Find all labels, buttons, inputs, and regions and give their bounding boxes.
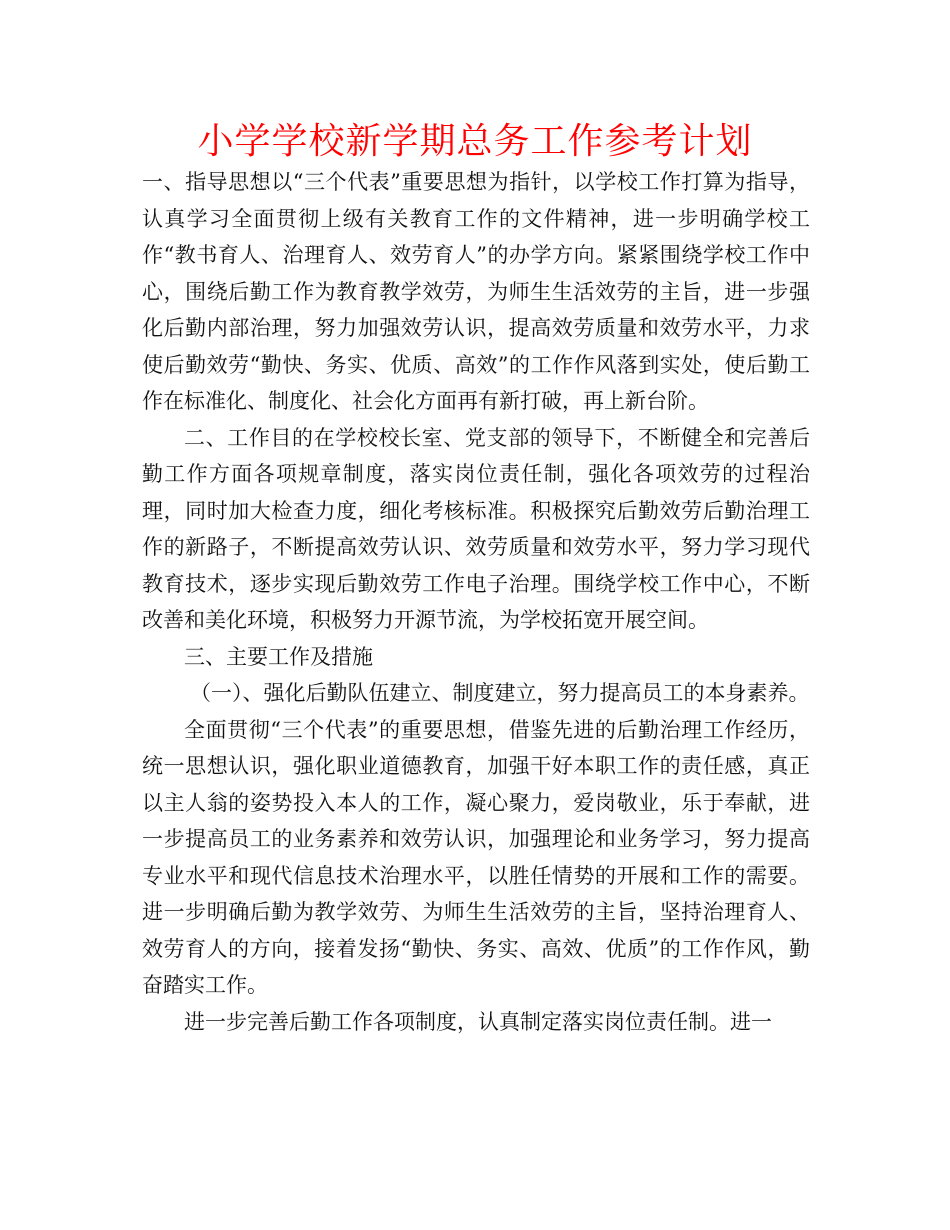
section-heading-main-work: 三、主要工作及措施 [184, 644, 373, 669]
subsection-heading-team-building: （一）、强化后勤队伍建立、制度建立，努力提高员工的本身素养。 [190, 681, 810, 705]
paragraph-team-quality: 全面贯彻“三个代表”的重要思想，借鉴先进的后勤治理工作经历，统一思想认识，强化职业道德教育，加强干好本职工作的责任感，真正以主人翁的姿势投入本人的工作，凝心聚力，爱岗敬业，乐于奉献，进一步提高员工的业务素养和效劳认识，加强理论和业务学习，努力提高专业水平和现代信息技术治理水平，以胜任情势的开展和工作的需要。进一步明确后勤为教学效劳、为师生生活效劳的主旨，坚持治理育人、效劳育人的方向，接着发扬“勤快、务实、高效、优质”的工作作风，勤奋踏实工作。 [142, 717, 810, 997]
document-body [142, 164, 810, 1040]
paragraph-system-improvement: 进一步完善后勤工作各项制度，认真制定落实岗位责任制。进一 [184, 1009, 772, 1034]
paragraph-work-objectives: 二、工作目的在学校校长室、党支部的领导下，不断健全和完善后勤工作方面各项规章制度，落实岗位责任制，强化各项效劳的过程治理，同时加大检查力度，细化考核标准。积极探究后勤效劳后勤治理工作的新路子，不断提高效劳认识、效劳质量和效劳水平，努力学习现代教育技术，逐步实现后勤效劳工作电子治理。围绕学校工作中心，不断改善和美化环境，积极努力开源节流，为学校拓宽开展空间。 [142, 425, 810, 632]
document-title: 小学学校新学期总务工作参考计划 [197, 121, 753, 162]
paragraph-guiding-ideology: 一、指导思想以“三个代表”重要思想为指针，以学校工作打算为指导，认真学习全面贯彻上级有关教育工作的文件精神，进一步明确学校工作“教书育人、治理育人、效劳育人”的办学方向。紧紧围绕学校工作中心，围绕后勤工作为教育教学效劳，为师生生活效劳的主旨，进一步强化后勤内部治理，努力加强效劳认识，提高效劳质量和效劳水平，力求使后勤效劳“勤快、务实、优质、高效”的工作作风落到实处，使后勤工作在标准化、制度化、社会化方面再有新打破，再上新台阶。 [142, 170, 810, 413]
